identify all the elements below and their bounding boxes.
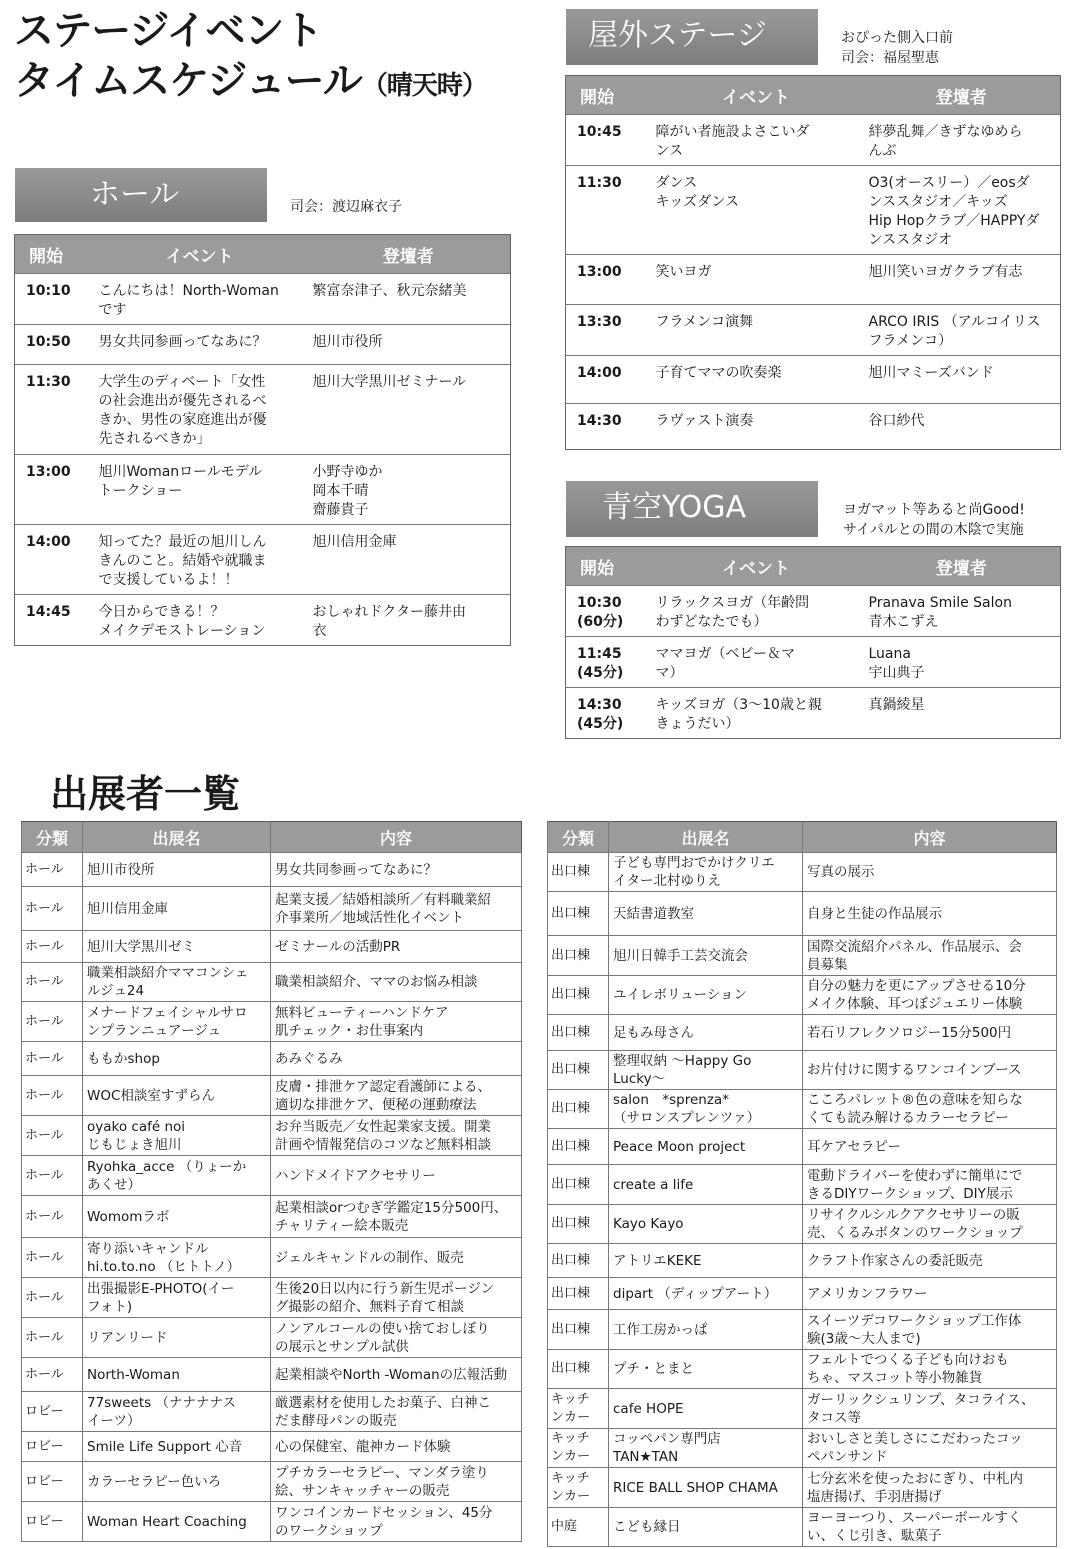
exhibitor-content: 若石リフレクソロジー15分500円 [803, 1015, 1057, 1051]
schedule-row [566, 115, 1061, 166]
event-name: キッズヨガ（3～10歳と親 きょうだい） [650, 688, 863, 739]
exhibitor-name: 整理収納 ～Happy Go Lucky～ [609, 1051, 803, 1090]
exhibitor-row [22, 853, 522, 887]
hall-schedule-table [14, 234, 511, 646]
header-start: 開始 [15, 235, 93, 274]
exhibitor-content: 自身と生徒の作品展示 [803, 892, 1057, 936]
exhibitor-row [22, 931, 522, 963]
exhibitor-row [22, 887, 522, 931]
exhibitor-category: 出口棟 [548, 1015, 609, 1051]
exhibitor-row [548, 1205, 1057, 1244]
schedule-row [15, 325, 511, 365]
start-time: 14:45 [15, 595, 93, 646]
start-time: 13:00 [15, 455, 93, 525]
exhibitors-table-left [21, 821, 522, 1542]
speaker-name: おしゃれドクター藤井由 衣 [307, 595, 511, 646]
exhibitor-row [22, 963, 522, 1002]
exhibitor-category: ホール [22, 1238, 83, 1278]
exhibitor-category: キッチ ンカー [548, 1468, 609, 1508]
start-time: 11:45 (45分) [566, 637, 650, 688]
exhibitor-row [548, 1165, 1057, 1205]
yoga-banner: 青空YOGA [566, 481, 818, 537]
exhibitor-row [548, 892, 1057, 936]
exhibitor-category: ロビー [22, 1392, 83, 1432]
exhibitor-name: 旭川市役所 [83, 853, 271, 887]
exhibitor-category: ホール [22, 1196, 83, 1238]
table-header-row [566, 76, 1061, 115]
table-header-row [15, 235, 511, 274]
exhibitor-name: 子ども専門おでかけクリエ イター北村ゆりえ [609, 853, 803, 892]
exhibitor-content: リサイクルシルクアクセサリーの販 売、くるみボタンのワークショップ [803, 1205, 1057, 1244]
speaker-name: 小野寺ゆか 岡本千晴 齋藤貴子 [307, 455, 511, 525]
event-name: フラメンコ演舞 [650, 305, 863, 356]
speaker-name: 旭川マミーズバンド [863, 356, 1061, 404]
exhibitor-content: クラフト作家さんの委託販売 [803, 1244, 1057, 1278]
exhibitor-name: 旭川大学黒川ゼミ [83, 931, 271, 963]
exhibitor-row [22, 1502, 522, 1542]
header-content: 内容 [271, 822, 522, 853]
exhibitor-content: アメリカンフラワー [803, 1278, 1057, 1310]
header-content: 内容 [803, 822, 1057, 853]
event-name: 今日からできる！？ メイクデモストレーション [93, 595, 307, 646]
title-line-1: ステージイベント [14, 8, 323, 54]
exhibitor-row [548, 1468, 1057, 1508]
exhibitor-name: Peace Moon project [609, 1129, 803, 1165]
table-header-row [566, 547, 1061, 586]
exhibitor-category: 出口棟 [548, 892, 609, 936]
exhibitor-content: プチカラーセラピー、マンダラ塗り 絵、サンキャッチャーの販売 [271, 1462, 522, 1502]
exhibitor-name: こども縁日 [609, 1508, 803, 1547]
exhibitor-category: ホール [22, 1156, 83, 1196]
exhibitor-name: 旭川日韓手工芸交流会 [609, 936, 803, 976]
exhibitor-name: 旭川信用金庫 [83, 887, 271, 931]
exhibitors-heading: 出展者一覧 [50, 772, 241, 816]
exhibitor-content: 厳選素材を使用したお菓子、白神こ だま酵母パンの販売 [271, 1392, 522, 1432]
exhibitor-row [548, 1310, 1057, 1350]
exhibitor-name: Kayo Kayo [609, 1205, 803, 1244]
outdoor-banner: 屋外ステージ [566, 9, 818, 65]
exhibitor-category: ロビー [22, 1432, 83, 1462]
schedule-row [566, 255, 1061, 305]
exhibitor-name: プチ・とまと [609, 1350, 803, 1389]
exhibitor-category: ロビー [22, 1462, 83, 1502]
schedule-row [566, 586, 1061, 637]
exhibitor-name: Ryohka_acce （りょーか あくせ） [83, 1156, 271, 1196]
event-name: 障がい者施設よさこいダ ンス [650, 115, 863, 166]
event-name: 大学生のディベート「女性 の社会進出が優先されるべ きか、男性の家庭進出が優 先されるべきか」 [93, 365, 307, 455]
exhibitor-row [548, 976, 1057, 1015]
schedule-row [566, 166, 1061, 255]
exhibitor-name: 77sweets （ナナナナス イーツ） [83, 1392, 271, 1432]
header-event: イベント [650, 547, 863, 586]
exhibitor-name: Smile Life Support 心音 [83, 1432, 271, 1462]
exhibitor-content: ワンコインカードセッション、45分 のワークショップ [271, 1502, 522, 1542]
exhibitor-row [548, 1429, 1057, 1468]
exhibitor-content: 写真の展示 [803, 853, 1057, 892]
exhibitor-name: cafe HOPE [609, 1389, 803, 1429]
exhibitor-content: 国際交流紹介パネル、作品展示、会 員募集 [803, 936, 1057, 976]
exhibitor-row [548, 1051, 1057, 1090]
yoga-note: ヨガマット等あると尚Good! サイパルとの間の木陰で実施 [843, 502, 1025, 538]
start-time: 10:30 (60分) [566, 586, 650, 637]
exhibitor-content: 自分の魅力を更にアップさせる10分 メイク体験、耳つぼジュエリー体験 [803, 976, 1057, 1015]
header-exhibitor-name: 出展名 [83, 822, 271, 853]
exhibitor-row [22, 1116, 522, 1156]
exhibitor-row [548, 853, 1057, 892]
exhibitor-content: ノンアルコールの使い捨ておしぼり の展示とサンプル試供 [271, 1318, 522, 1358]
exhibitor-name: ユイレボリューション [609, 976, 803, 1015]
exhibitor-row [22, 1462, 522, 1502]
exhibitor-category: 出口棟 [548, 1051, 609, 1090]
header-speaker: 登壇者 [863, 547, 1061, 586]
exhibitor-name: WOC相談室すずらん [83, 1076, 271, 1116]
exhibitor-name: リアンリード [83, 1318, 271, 1358]
exhibitor-category: 出口棟 [548, 853, 609, 892]
exhibitor-name: 寄り添いキャンドル hi.to.to.no （ヒトトノ） [83, 1238, 271, 1278]
exhibitor-row [22, 1156, 522, 1196]
exhibitor-name: salon *sprenza* （サロンスプレンツァ） [609, 1090, 803, 1129]
speaker-name: Pranava Smile Salon 青木こずえ [863, 586, 1061, 637]
hall-banner: ホール [15, 168, 267, 222]
start-time: 14:30 (45分) [566, 688, 650, 739]
header-start: 開始 [566, 76, 650, 115]
exhibitor-name: Womomラボ [83, 1196, 271, 1238]
exhibitor-row [22, 1278, 522, 1318]
schedule-row [15, 455, 511, 525]
speaker-name: 繁富奈津子、秋元奈緒美 [307, 274, 511, 325]
start-time: 13:00 [566, 255, 650, 305]
exhibitor-category: キッチ ンカー [548, 1429, 609, 1468]
exhibitor-content: こころパレット®色の意味を知らな くても読み解けるカラーセラピー [803, 1090, 1057, 1129]
exhibitor-name: Woman Heart Coaching [83, 1502, 271, 1542]
start-time: 14:00 [15, 525, 93, 595]
exhibitor-category: ホール [22, 1002, 83, 1042]
exhibitor-content: スイーツデコワークショップ工作体 験(3歳～大人まで) [803, 1310, 1057, 1350]
exhibitor-content: 生後20日以内に行う新生児ポージン グ撮影の紹介、無料子育て相談 [271, 1278, 522, 1318]
exhibitor-category: ホール [22, 1358, 83, 1392]
event-name: ダンス キッズダンス [650, 166, 863, 255]
exhibitors-table-right [547, 821, 1057, 1547]
title-line-2 [14, 56, 487, 111]
exhibitor-row [548, 1129, 1057, 1165]
header-category: 分類 [548, 822, 609, 853]
exhibitor-content: 心の保健室、龍神カード体験 [271, 1432, 522, 1462]
speaker-name: ARCO IRIS （アルコイリス フラメンコ） [863, 305, 1061, 356]
speaker-name: 真鍋綾星 [863, 688, 1061, 739]
exhibitor-row [548, 1389, 1057, 1429]
outdoor-note: おぴった側入口前 司会：福屋聖恵 [841, 30, 953, 66]
exhibitor-content: ガーリックシュリンプ、タコライス、 タコス等 [803, 1389, 1057, 1429]
exhibitor-name: 出張撮影E-PHOTO(イー フォト) [83, 1278, 271, 1318]
exhibitor-row [548, 1350, 1057, 1389]
exhibitor-content: 起業支援／結婚相談所／有料職業紹 介事業所／地域活性化イベント [271, 887, 522, 931]
exhibitor-row [22, 1392, 522, 1432]
event-name: 男女共同参画ってなあに？ [93, 325, 307, 365]
header-category: 分類 [22, 822, 83, 853]
exhibitor-row [548, 1244, 1057, 1278]
exhibitor-content: ジェルキャンドルの制作、販売 [271, 1238, 522, 1278]
exhibitor-row [22, 1238, 522, 1278]
speaker-name: O3(オースリー）／eosダ ンススタジオ／キッズ Hip Hopクラブ／HAPPYダ ンススタジオ [863, 166, 1061, 255]
exhibitor-name: コッペパン専門店 TAN★TAN [609, 1429, 803, 1468]
exhibitor-name: アトリエKEKE [609, 1244, 803, 1278]
exhibitor-category: 出口棟 [548, 936, 609, 976]
exhibitor-content: 起業相談やNorth -Womanの広報活動 [271, 1358, 522, 1392]
exhibitor-content: 無料ビューティーハンドケア 肌チェック・お仕事案内 [271, 1002, 522, 1042]
exhibitor-category: ホール [22, 853, 83, 887]
event-name: 子育てママの吹奏楽 [650, 356, 863, 404]
exhibitor-row [548, 1278, 1057, 1310]
event-name: 笑いヨガ [650, 255, 863, 305]
exhibitor-name: 足もみ母さん [609, 1015, 803, 1051]
exhibitor-category: 出口棟 [548, 1090, 609, 1129]
header-speaker: 登壇者 [307, 235, 511, 274]
start-time: 10:50 [15, 325, 93, 365]
exhibitor-category: ホール [22, 887, 83, 931]
schedule-row [15, 274, 511, 325]
exhibitor-content: お弁当販売／女性起業家支援。開業 計画や情報発信のコツなど無料相談 [271, 1116, 522, 1156]
start-time: 10:10 [15, 274, 93, 325]
start-time: 10:45 [566, 115, 650, 166]
header-event: イベント [650, 76, 863, 115]
exhibitor-row [22, 1002, 522, 1042]
exhibitor-category: 出口棟 [548, 1165, 609, 1205]
exhibitor-content: 皮膚・排泄ケア認定看護師による、 適切な排泄ケア、便秘の運動療法 [271, 1076, 522, 1116]
exhibitor-name: dipart （ディップアート） [609, 1278, 803, 1310]
exhibitor-row [22, 1076, 522, 1116]
header-exhibitor-name: 出展名 [609, 822, 803, 853]
start-time: 11:30 [566, 166, 650, 255]
exhibitor-name: RICE BALL SHOP CHAMA [609, 1468, 803, 1508]
start-time: 14:30 [566, 404, 650, 450]
exhibitor-name: 職業相談紹介ママコンシェ ルジュ24 [83, 963, 271, 1002]
exhibitor-category: ホール [22, 1318, 83, 1358]
speaker-name: 旭川大学黒川ゼミナール [307, 365, 511, 455]
schedule-row [566, 688, 1061, 739]
speaker-name: 旭川笑いヨガクラブ有志 [863, 255, 1061, 305]
exhibitor-row [548, 1015, 1057, 1051]
exhibitor-category: ホール [22, 963, 83, 1002]
exhibitor-content: ゼミナールの活動PR [271, 931, 522, 963]
schedule-row [566, 305, 1061, 356]
exhibitor-content: ハンドメイドアクセサリー [271, 1156, 522, 1196]
event-name: ママヨガ（ベビー＆マ マ） [650, 637, 863, 688]
exhibitor-name: カラーセラピー色いろ [83, 1462, 271, 1502]
page-title [14, 6, 487, 111]
speaker-name: 絆夢乱舞／きずなゆめら んぶ [863, 115, 1061, 166]
exhibitor-category: 出口棟 [548, 1278, 609, 1310]
exhibitor-content: 男女共同参画ってなあに？ [271, 853, 522, 887]
event-name: リラックスヨガ（年齢問 わずどなたでも） [650, 586, 863, 637]
outdoor-schedule-table [565, 75, 1061, 450]
exhibitor-category: ホール [22, 931, 83, 963]
speaker-name: Luana 宇山典子 [863, 637, 1061, 688]
exhibitor-content: おいしさと美しさにこだわったコッ ペパンサンド [803, 1429, 1057, 1468]
exhibitor-row [548, 1508, 1057, 1547]
exhibitor-row [22, 1318, 522, 1358]
header-event: イベント [93, 235, 307, 274]
table-header-row [548, 822, 1057, 853]
exhibitor-name: North-Woman [83, 1358, 271, 1392]
exhibitor-category: ホール [22, 1116, 83, 1156]
exhibitor-category: 出口棟 [548, 1350, 609, 1389]
table-header-row [22, 822, 522, 853]
exhibitor-content: お片付けに関するワンコインブース [803, 1051, 1057, 1090]
exhibitor-category: ホール [22, 1042, 83, 1076]
exhibitor-category: 出口棟 [548, 1129, 609, 1165]
exhibitor-content: 職業相談紹介、ママのお悩み相談 [271, 963, 522, 1002]
exhibitor-category: 出口棟 [548, 1244, 609, 1278]
exhibitor-row [22, 1432, 522, 1462]
title-line-2-suffix: （晴天時） [361, 71, 487, 101]
hall-mc-note: 司会：渡辺麻衣子 [290, 199, 402, 215]
start-time: 11:30 [15, 365, 93, 455]
header-speaker: 登壇者 [863, 76, 1061, 115]
exhibitor-category: キッチ ンカー [548, 1389, 609, 1429]
start-time: 13:30 [566, 305, 650, 356]
exhibitor-content: 耳ケアセラピー [803, 1129, 1057, 1165]
exhibitor-content: 七分玄米を使ったおにぎり、中札内 塩唐揚げ、手羽唐揚げ [803, 1468, 1057, 1508]
exhibitor-category: 出口棟 [548, 1310, 609, 1350]
event-name: 旭川Womanロールモデル トークショー [93, 455, 307, 525]
schedule-row [566, 637, 1061, 688]
exhibitor-row [22, 1042, 522, 1076]
exhibitor-category: 出口棟 [548, 976, 609, 1015]
exhibitor-category: 中庭 [548, 1508, 609, 1547]
exhibitor-content: 電動ドライバーを使わずに簡単にで きるDIYワークショップ、DIY展示 [803, 1165, 1057, 1205]
exhibitor-name: ももかshop [83, 1042, 271, 1076]
exhibitor-name: create a life [609, 1165, 803, 1205]
schedule-row [566, 404, 1061, 450]
exhibitor-category: ロビー [22, 1502, 83, 1542]
event-name: ラヴァスト演奏 [650, 404, 863, 450]
exhibitor-row [22, 1196, 522, 1238]
event-name: 知ってた？最近の旭川しん きんのこと。結婚や就職ま で支援しているよ！！ [93, 525, 307, 595]
schedule-row [15, 525, 511, 595]
exhibitor-category: ホール [22, 1278, 83, 1318]
exhibitor-content: ヨーヨーつり、スーパーボールすく い、くじ引き、駄菓子 [803, 1508, 1057, 1547]
exhibitor-content: あみぐるみ [271, 1042, 522, 1076]
exhibitor-row [22, 1358, 522, 1392]
start-time: 14:00 [566, 356, 650, 404]
schedule-row [15, 365, 511, 455]
exhibitor-category: ホール [22, 1076, 83, 1116]
exhibitor-name: oyako café noi じもじょき旭川 [83, 1116, 271, 1156]
exhibitor-name: 工作工房かっぱ [609, 1310, 803, 1350]
speaker-name: 谷口紗代 [863, 404, 1061, 450]
title-line-2-main: タイムスケジュール [14, 58, 362, 104]
speaker-name: 旭川市役所 [307, 325, 511, 365]
exhibitor-name: 天結書道教室 [609, 892, 803, 936]
exhibitor-row [548, 1090, 1057, 1129]
exhibitor-content: 起業相談orつむぎ学鑑定15分500円、 チャリティー絵本販売 [271, 1196, 522, 1238]
event-name: こんにちは！North-Woman です [93, 274, 307, 325]
schedule-row [566, 356, 1061, 404]
schedule-row [15, 595, 511, 646]
speaker-name: 旭川信用金庫 [307, 525, 511, 595]
exhibitor-row [548, 936, 1057, 976]
yoga-schedule-table [565, 546, 1061, 739]
header-start: 開始 [566, 547, 650, 586]
exhibitor-category: 出口棟 [548, 1205, 609, 1244]
exhibitor-name: メナードフェイシャルサロ ンプランニュアージュ [83, 1002, 271, 1042]
exhibitor-content: フェルトでつくる子ども向けおも ちゃ、マスコット等小物雑貨 [803, 1350, 1057, 1389]
